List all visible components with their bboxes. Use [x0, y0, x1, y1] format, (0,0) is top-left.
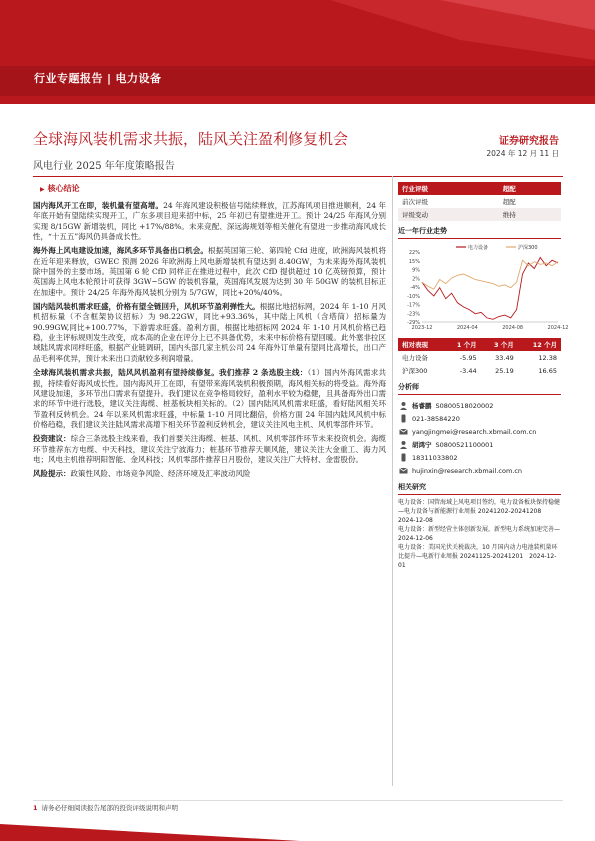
person-icon: [398, 440, 408, 450]
table-cell: 25.19: [495, 366, 514, 375]
table-cell: -5.95: [459, 353, 477, 362]
y-tick-label: -10%: [407, 293, 420, 300]
y-tick-label: -17%: [407, 302, 420, 309]
paragraph-lead: 投资建议：: [33, 434, 71, 444]
analyst-row: [398, 464, 561, 477]
y-tick-label: -4%: [410, 285, 420, 291]
section-divider: [398, 394, 561, 395]
paragraph: [33, 201, 386, 242]
y-tick-label: -29%: [407, 320, 420, 326]
paragraph-body: 综合三条选股主线来看，我们首要关注海缆、桩基、风机、风机零部件环节未来投资机会。海缆环节推荐东方电缆、中天科技，建议关注宁波海力；桩基环节推荐天顺风能，建议关注大金重工、海力风电；风电主机推荐明阳智能、金风科技；风机零部件推荐日月股份，建议关注广大特材、金雷股份。: [33, 434, 387, 464]
x-tick-label: 2023-12: [411, 325, 433, 331]
table-row: [398, 182, 561, 195]
table-cell: 前次评级: [402, 198, 428, 206]
x-tick-label: 2024-04: [456, 325, 478, 331]
performance-table: [398, 338, 561, 377]
paragraph-body: 根据比地招标网，2024 年 1-10 月风机招标量（不含框架协议招标）为 98.22GW，同比+93.36%，其中陆上风机（含塔筒）招标量为 90.99GW,同比+100.77%，下游需求旺盛。盈利方面，根据比地招标网 2024 年 1-10 月风机价格已趋稳，业主评标规则发生改变，成本高的企业在评分上已不具备优势，未来中标价格有望回暖。此外塞非拉区域陆风需求同样旺盛，根据产业链调研，国内头部几家主机公司 24 年海外订单量有望同比高增长，出口产品毛利率优异，预计未来出口贡献较多利润增量。: [33, 302, 387, 363]
y-tick-label: 9%: [412, 267, 420, 274]
analyst-row: [398, 412, 561, 425]
table-row: [398, 364, 561, 377]
analyst-phone: 18311033802: [412, 453, 458, 462]
related-item[interactable]: 电力设备：国管海域上风电项目签约，电力设备板块保持稳健—电力设备与新能源行业周报 20241202-20241208 2024-12-08: [398, 499, 561, 524]
table-cell: 评级变动: [398, 208, 499, 221]
table-cell: 33.49: [495, 353, 514, 362]
related-item[interactable]: 电力设备：美国光伏关税裁决，10 月国内动力电池装机量环比提升—电新行业周报 20241125-20241201 2024-12-01: [398, 544, 558, 569]
analyst-row: [398, 451, 561, 464]
paragraph: [33, 469, 386, 479]
phone-icon: [398, 453, 408, 463]
series-line-industry: [422, 258, 558, 320]
table-cell: 电力设备: [402, 354, 428, 362]
series-line-index: [422, 260, 558, 289]
table-cell: 超配: [499, 182, 561, 195]
table-cell: 相对表现: [398, 338, 443, 351]
title-divider: [33, 176, 563, 177]
analyst-title: 分析师: [398, 383, 419, 391]
banner-decoration: [0, 0, 595, 104]
table-row: [398, 208, 561, 221]
paragraph-lead: 国内海风开工在即，装机量有望高增。: [33, 201, 164, 210]
y-tick-label: 22%: [408, 250, 420, 256]
paragraph: [33, 368, 386, 430]
x-tick-label: 2024-08: [502, 325, 524, 331]
legend-label: 沪深300: [518, 245, 538, 251]
table-row: [398, 195, 561, 208]
table-cell: 超配: [502, 198, 516, 206]
table-cell: 12.38: [538, 353, 557, 362]
sidebar: [398, 182, 569, 570]
column-divider: [392, 176, 393, 786]
table-cell: 行业评级: [398, 182, 499, 195]
paragraph: [33, 246, 386, 298]
analyst-row: [398, 399, 561, 412]
footer-divider: [33, 800, 563, 801]
paragraph-body: 政策性风险、市场竞争风险、经济环境及汇率波动风险: [70, 469, 251, 479]
table-cell: 3 个月: [481, 338, 518, 351]
paragraph-lead: 全球海风装机需求共振，陆风风机盈利有望持续修复。我们推荐 2 条选股主线：: [33, 368, 308, 378]
rating-table: [398, 182, 561, 221]
legend-label: 电力设备: [468, 245, 489, 251]
trend-chart-svg: [398, 242, 569, 332]
footer-disclaimer: 请务必仔细阅读报告尾部的投资评级说明和声明: [41, 804, 179, 812]
person-icon: [398, 401, 408, 411]
table-cell: -3.44: [459, 366, 477, 375]
paragraph: [33, 302, 386, 364]
paragraph-lead: 海外海上风电建设加速，海风多环节具备出口机会。: [33, 246, 209, 256]
footer-decoration: [0, 816, 595, 841]
trend-chart: [398, 242, 569, 332]
section-divider: [398, 238, 561, 239]
page-title: 全球海风装机需求共振，陆风关注盈利修复机会: [33, 130, 349, 148]
core-title: 核心结论: [47, 184, 80, 193]
paragraph-body: 根据英国第三轮、第四轮 Cfd 进度，欧洲海风装机将在近年迎来释放，GWEC 预测 2026 年欧洲海上风电新增装机有望达到 8.40GW，为未来海外海风装机除中国外的主要市场。英国第 6 轮 CfD 同样正在推进过程中，此次 CfD 提供超过 10 亿英镑预算，预计英国海上风电本轮预计可获得 3GW~5GW 的装机容量，英国海风发展为达到 30 年 50GW 的装机目标正在加速中。预计 24/25 年海外海风装机分别为 5/7GW，同比+20%/40%。: [33, 246, 386, 297]
brand-label: 证券研究报告: [499, 136, 559, 147]
y-tick-label: -23%: [407, 311, 420, 318]
category-separator: |: [107, 72, 112, 85]
footer: [33, 803, 178, 812]
main-column: [33, 201, 386, 484]
related-title: 相关研究: [398, 483, 426, 491]
table-cell: 1 个月: [443, 338, 480, 351]
report-category: [34, 70, 162, 86]
paragraph-lead: 国内陆风装机需求旺盛，价格有望全链回升，风机环节盈利弹性大。: [33, 302, 260, 312]
y-tick-label: 2%: [412, 276, 420, 283]
analyst-email[interactable]: hujinxin@research.xbmail.com.cn: [412, 466, 523, 475]
paragraph-body: （1）国内外海风需求共振，持续看好海风成长性。国内海风开工在即，有望带来海风装机积极预期，海风相关标的将受益。海外海风建设加速，多环节出口需求有望提升。我们建议在竞争格局较好，盈利水平较为稳健，且具备海外出口需求的环节中进行选股，建议关注海缆、桩基板块相关标的。（2）国内陆风风机需求旺盛，看好陆风相关环节盈利反转机会。24 年以来风机需求旺盛，中标量 1-10 月同比翻倍，价格方面 24 年国内陆风风机中标价格趋稳，我们建议关注陆风需求高增下相关环节盈利反转机会，建议关注风电主机、风机零部件环节。: [33, 368, 386, 429]
table-cell: 沪深300: [402, 367, 428, 375]
analyst-phone: 021-38584220: [412, 414, 460, 423]
report-date: 2024 年 12 月 11 日: [486, 149, 559, 158]
mail-icon: [398, 427, 408, 437]
category-label: 行业专题报告: [34, 72, 103, 85]
related-list: [398, 498, 567, 570]
analyst-name: 胡鸿宁: [412, 441, 432, 449]
x-tick-label: 2024-12: [547, 325, 569, 331]
related-item[interactable]: 电力设备：新型经营主体创新发展，新型电力系统加速完善— 2024-12-06: [398, 526, 567, 542]
table-cell: 维持: [499, 208, 561, 221]
section-divider: [398, 494, 561, 495]
analyst-row: [398, 438, 561, 451]
y-tick-label: 15%: [408, 258, 420, 265]
analyst-list: [398, 399, 561, 477]
triangle-icon: ▶: [40, 186, 45, 193]
analyst-email[interactable]: yangjingmei@research.xbmail.com.cn: [412, 427, 537, 436]
analyst-cert: S0800518020002: [435, 401, 494, 410]
analyst-name: 杨睿鹏: [412, 402, 432, 410]
phone-icon: [398, 414, 408, 424]
page-number: 1: [33, 804, 38, 812]
table-cell: 16.65: [538, 366, 557, 375]
industry-label: 电力设备: [115, 72, 162, 85]
paragraph-lead: 风险提示：: [33, 469, 71, 479]
mail-icon: [398, 466, 408, 476]
table-cell: 12 个月: [518, 338, 561, 351]
paragraph-body: 24 年海风建设积极信号陆续释放，江苏海风项目推进顺利，24 年年底开始有望陆续实现开工，广东多项目迎来招中标，25 年初已有望推进开工。预计 24/25 年海风分别实现 8/15GW 新增装机，同比 +17%/88%。未来竞配、深远海规划等相关催化有望进一步推动海风成长性，“十五五”海风仍具备成长性。: [33, 201, 387, 242]
page-subtitle: 风电行业 2025 年年度策略报告: [33, 161, 175, 172]
table-row: [398, 351, 561, 364]
trend-title: 近一年行业走势: [398, 227, 447, 235]
paragraph: [33, 434, 386, 465]
header-banner: [0, 0, 595, 104]
core-conclusion-heading: [40, 183, 80, 194]
analyst-row: [398, 425, 561, 438]
table-row: [398, 338, 561, 351]
analyst-cert: S0800521100001: [435, 440, 494, 449]
